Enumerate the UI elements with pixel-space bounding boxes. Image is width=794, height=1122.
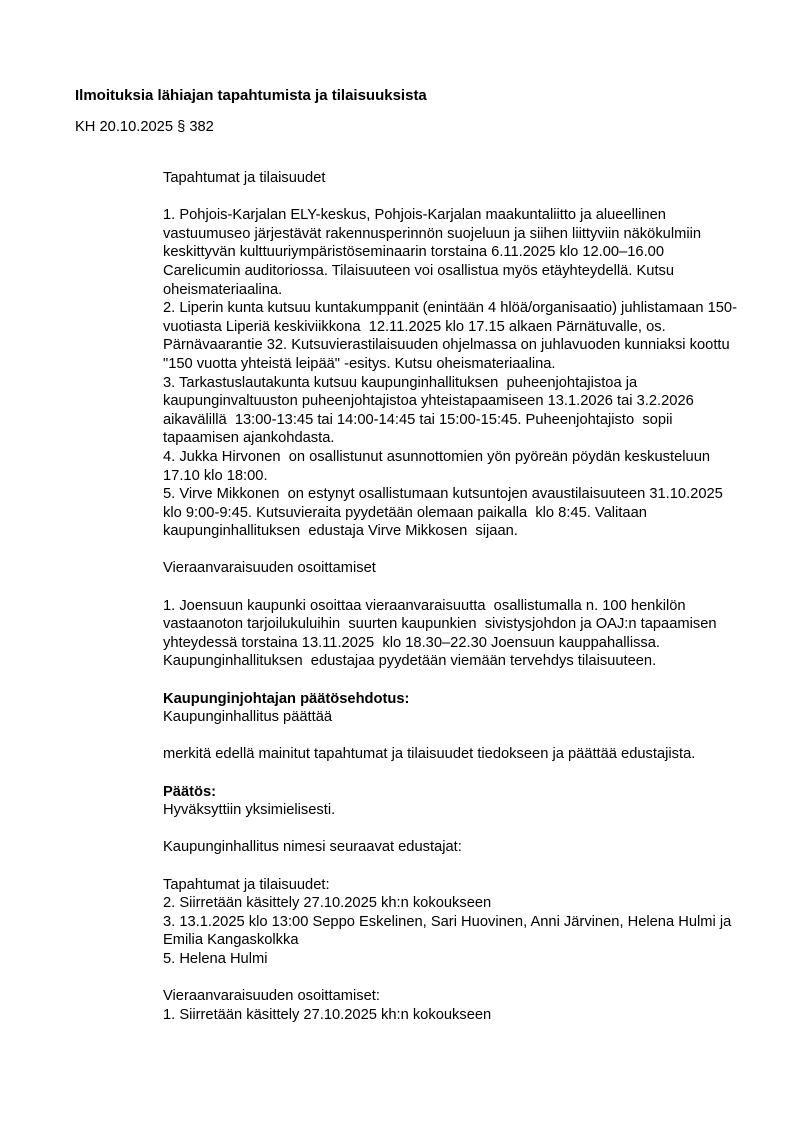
body-text-line [163,188,773,207]
body-text-line: keskittyvän kulttuuriympäristöseminaarin torstaina 6.11.2025 klo 12.00–16.00 [163,244,665,261]
body-text-line: Kaupunginhallitus päättää [163,709,333,726]
body-text-line: Kaupunginhallituksen edustajaa pyydetään viemään tervehdys tilaisuuteen. [163,653,657,670]
body-text-line [163,541,773,560]
body-text-line: kaupunginhallituksen edustaja Virve Mikkosen sijaan. [163,523,518,540]
body-text-line: Tapahtumat ja tilaisuudet: [163,876,330,893]
body-text-line: 3. Tarkastuslautakunta kutsuu kaupunginhallituksen puheenjohtajistoa ja [163,374,638,391]
body-text-line [163,820,773,839]
body-text-line [163,578,773,597]
body-heading-line: Päätös: [163,783,217,800]
body-text-line: Carelicumin auditoriossa. Tilaisuuteen voi osallistua myös etäyhteydellä. Kutsu [163,262,675,279]
body-text-line: klo 9:00-9:45. Kutsuvieraita pyydetään olemaan paikalla klo 8:45. Valitaan [163,504,647,521]
body-text-line: vastaanoton tarjoilukuluihin suurten kaupunkien sivistysjohdon ja OAJ:n tapaamisen [163,616,717,633]
body-text-line: vuotiasta Liperiä keskiviikkona 12.11.2025 klo 17.15 alkaen Pärnätuvalle, os. [163,318,666,335]
document-body [163,169,773,1024]
body-text-line [163,671,773,690]
body-text-line: 5. Virve Mikkonen on estynyt osallistumaan kutsuntojen avaustilaisuuteen 31.10.2025 [163,486,723,503]
body-text-line: 1. Pohjois-Karjalan ELY-keskus, Pohjois-Karjalan maakuntaliitto ja alueellinen [163,207,666,224]
document-title: Ilmoituksia lähiajan tapahtumista ja tilaisuuksista [75,87,427,104]
body-text-line: Emilia Kangaskolkka [163,932,299,949]
body-text-line: tapaamisen ajankohdasta. [163,430,335,447]
body-text-line: 1. Siirretään käsittely 27.10.2025 kh:n kokoukseen [163,1006,492,1023]
body-text-line: Kaupunginhallitus nimesi seuraavat edustajat: [163,839,462,856]
body-text-line: Hyväksyttiin yksimielisesti. [163,802,336,819]
document-reference: KH 20.10.2025 § 382 [75,119,214,135]
body-text-line: yhteydessä torstaina 13.11.2025 klo 18.30–22.30 Joensuun kauppahallissa. [163,634,661,651]
body-text-line: "150 vuotta yhteistä leipää" -esitys. Kutsu oheismateriaalina. [163,355,556,372]
body-text-line: kaupunginvaltuuston puheenjohtajistoa yhteistapaamiseen 13.1.2026 tai 3.2.2026 [163,393,694,410]
body-text-line [163,969,773,988]
body-text-line: 17.10 klo 18:00. [163,467,268,484]
body-text-line [163,727,773,746]
body-text-line: oheismateriaalina. [163,281,283,298]
body-text-line [163,857,773,876]
body-text-line [163,764,773,783]
body-text-line: 5. Helena Hulmi [163,950,268,967]
body-text-line: vastuumuseo järjestävät rakennusperinnön suojeluun ja siihen liittyviin näkökulmiin [163,225,702,242]
body-text-line: merkitä edellä mainitut tapahtumat ja tilaisuudet tiedokseen ja päättää edustajista. [163,746,696,763]
body-text-line: 1. Joensuun kaupunki osoittaa vieraanvaraisuutta osallistumalla n. 100 henkilön [163,597,686,614]
body-text-line: Vieraanvaraisuuden osoittamiset [163,560,376,577]
body-text-line: Pärnävaarantie 32. Kutsuvierastilaisuuden ohjelmassa on juhlavuoden kunniaksi koottu [163,337,730,354]
body-text-line: aikavälillä 13:00-13:45 tai 14:00-14:45 tai 15:00-15:45. Puheenjohtajisto sopii [163,411,673,428]
body-text-line: Vieraanvaraisuuden osoittamiset: [163,988,380,1005]
body-text-line: 4. Jukka Hirvonen on osallistunut asunnottomien yön pyöreän pöydän keskusteluun [163,448,711,465]
body-text-line: 2. Liperin kunta kutsuu kuntakumppanit (enintään 4 hlöä/organisaatio) juhlistamaan 150- [163,300,737,317]
body-text-line: 2. Siirretään käsittely 27.10.2025 kh:n kokoukseen [163,895,492,912]
body-text-line: Tapahtumat ja tilaisuudet [163,170,326,186]
body-text-line: 3. 13.1.2025 klo 13:00 Seppo Eskelinen, Sari Huovinen, Anni Järvinen, Helena Hulmi ja [163,913,732,930]
body-heading-line: Kaupunginjohtajan päätösehdotus: [163,690,410,707]
